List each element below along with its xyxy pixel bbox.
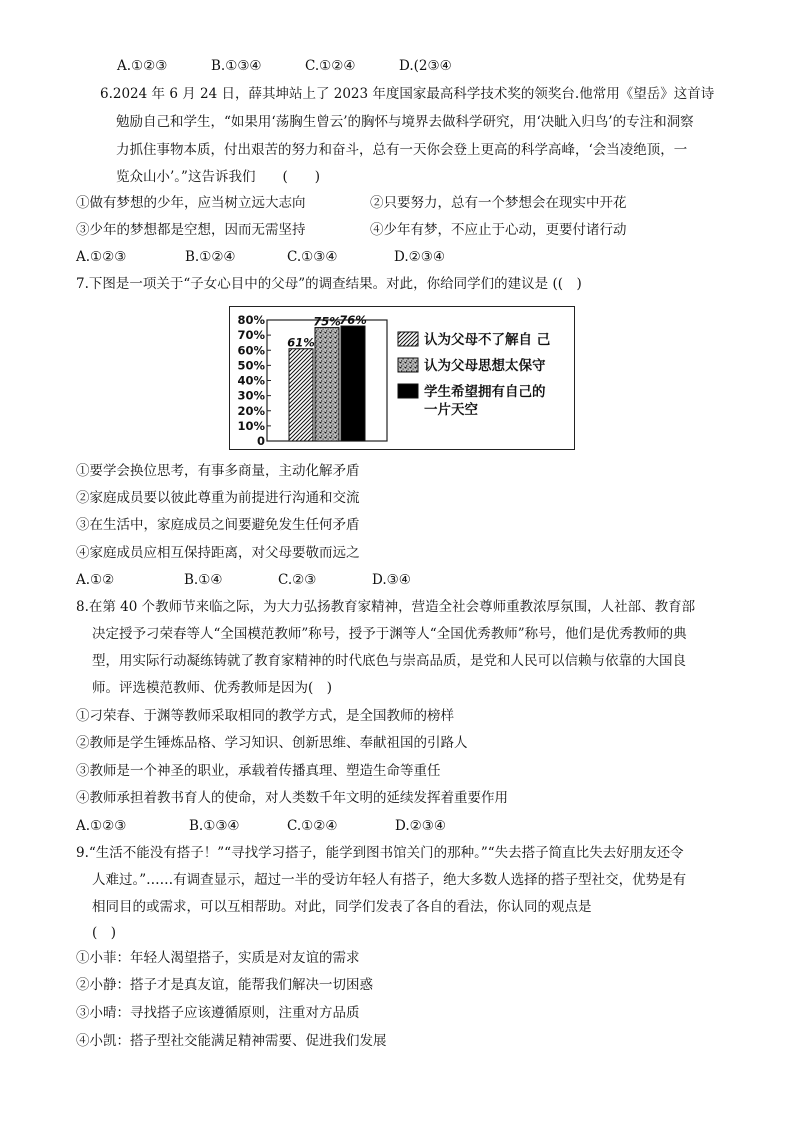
bar-3 — [341, 326, 365, 441]
q8-stem-line-1: 8.在第 40 个教师节来临之际，为大力弘扬教育家精神，营造全社会尊师重教浓厚氛围，人社部、教育部 — [76, 599, 696, 615]
legend-swatch — [398, 358, 418, 372]
y-tick-label: 50% — [237, 358, 265, 373]
y-tick-label: 60% — [237, 343, 265, 358]
q5-option-c: C.①②④ — [305, 58, 356, 74]
q9-item-1: ①小菲：年轻人渴望搭子，实质是对友谊的需求 — [76, 950, 360, 966]
q8-option-c: C.①②④ — [287, 818, 338, 834]
bar-2 — [315, 328, 339, 441]
survey-bar-chart — [229, 306, 575, 450]
bar-value-label: 75% — [313, 314, 341, 329]
q6-item-3: ③少年的梦想都是空想，因而无需坚持 — [76, 222, 306, 238]
q9-item-3: ③小晴：寻找搭子应该遵循原则，注重对方品质 — [76, 1005, 360, 1021]
q9-stem-line-4: ( ) — [92, 925, 117, 941]
q8-stem-line-2: 决定授予刁荣春等人“全国模范教师”称号，授予于渊等人“全国优秀教师”称号，他们是优秀教师的典 — [92, 626, 687, 642]
q6-option-c: C.①③④ — [287, 249, 338, 265]
q5-option-a: A.①②③ — [117, 58, 168, 74]
q8-item-2: ②教师是学生锤炼品格、学习知识、创新思维、奉献祖国的引路人 — [76, 735, 468, 751]
q9-stem-line-2: 人难过。”……有调查显示，超过一半的受访年轻人有搭子，绝大多数人选择的搭子型社交，优势是有 — [92, 872, 687, 888]
legend-label: 学生希望拥有自己的 — [424, 384, 546, 400]
y-tick-label: 80% — [237, 313, 265, 327]
q6-option-a: A.①②③ — [76, 249, 127, 265]
q9-stem-line-3: 相同目的或需求，可以互相帮助。对此，同学们发表了各自的看法，你认同的观点是 — [92, 899, 592, 915]
chart-svg — [230, 307, 574, 449]
q9-item-2: ②小静：搭子才是真友谊，能帮我们解决一切困惑 — [76, 977, 373, 993]
q5-option-b: B.①③④ — [211, 58, 262, 74]
y-tick-label: 0 — [256, 434, 265, 448]
q7-option-a: A.①② — [76, 572, 115, 588]
y-tick-label: 30% — [237, 388, 265, 403]
bar-1 — [289, 349, 313, 441]
q6-item-1: ①做有梦想的少年，应当树立远大志向 — [76, 195, 306, 211]
legend-label: 一片天空 — [424, 402, 478, 418]
q8-item-1: ①刁荣春、于渊等教师采取相同的教学方式，是全国教师的榜样 — [76, 708, 454, 724]
q8-options — [76, 816, 446, 836]
q8-option-d: D.②③④ — [395, 818, 446, 834]
q6-stem-line-2: 勉励自己和学生，“如果用‘荡胸生曾云’的胸怀与境界去做科学研究，用‘决眦入归鸟’的专注和洞察 — [116, 114, 694, 130]
q6-stem-line-3: 力抓住事物本质，付出艰苦的努力和奋斗，总有一天你会登上更高的科学高峰，‘会当凌绝顶，一 — [116, 142, 688, 158]
q7-item-4: ④家庭成员应相互保持距离，对父母要敬而远之 — [76, 545, 360, 561]
bar-value-label: 61% — [287, 335, 315, 350]
q8-option-a: A.①②③ — [76, 818, 127, 834]
q8-stem-line-3: 型，用实际行动凝练铸就了教育家精神的时代底色与崇高品质，是党和人民可以信赖与依靠的大国良 — [92, 653, 686, 669]
legend-label: 认为父母思想太保守 — [424, 358, 546, 374]
q8-item-4: ④教师承担着教书育人的使命，对人类数千年文明的延续发挥着重要作用 — [76, 790, 508, 806]
q9-stem-line-1: 9.“生活不能没有搭子！”“寻找学习搭子，能学到图书馆关门的那种。”“失去搭子简直比失去好朋友还令 — [76, 845, 684, 861]
q8-stem-line-4: 师。评选模范教师、优秀教师是因为( ) — [92, 680, 333, 696]
legend-swatch — [398, 332, 418, 346]
y-tick-label: 70% — [237, 328, 265, 343]
q7-item-3: ③在生活中，家庭成员之间要避免发生任何矛盾 — [76, 517, 360, 533]
q7-item-1: ①要学会换位思考，有事多商量，主动化解矛盾 — [76, 463, 360, 479]
q7-stem: 7.下图是一项关于“子女心目中的父母”的调查结果。对此，你给同学们的建议是 (( ) — [76, 276, 582, 292]
q6-item-4: ④少年有梦，不应止于心动，更要付诸行动 — [370, 222, 627, 238]
y-tick-label: 20% — [237, 403, 265, 418]
y-tick-label: 10% — [237, 418, 265, 433]
q6-option-b: B.①②④ — [185, 249, 236, 265]
q7-option-c: C.②③ — [278, 572, 317, 588]
legend-swatch — [398, 384, 418, 398]
q6-options — [76, 247, 445, 267]
q8-item-3: ③教师是一个神圣的职业，承载着传播真理、塑造生命等重任 — [76, 763, 441, 779]
q6-option-d: D.②③④ — [394, 249, 445, 265]
q7-options — [76, 570, 411, 590]
legend-label: 认为父母不了解自 己 — [424, 332, 551, 348]
q8-option-b: B.①③④ — [189, 818, 240, 834]
q7-item-2: ②家庭成员要以彼此尊重为前提进行沟通和交流 — [76, 490, 360, 506]
q9-item-4: ④小凯：搭子型社交能满足精神需要、促进我们发展 — [76, 1033, 387, 1049]
q5-options — [117, 56, 452, 76]
q5-option-d: D.(2③④ — [399, 58, 452, 74]
y-tick-label: 40% — [237, 373, 265, 388]
q6-stem-line-4: 览众山小’。”这告诉我们 ( ) — [116, 169, 320, 185]
q7-option-b: B.①④ — [184, 572, 223, 588]
q7-option-d: D.③④ — [372, 572, 411, 588]
bar-value-label: 76% — [339, 313, 367, 328]
q6-stem-line-1: 6.2024 年 6 月 24 日，薛其坤站上了 2023 年度国家最高科学技术奖的领奖台.他常用《望岳》这首诗 — [100, 86, 715, 102]
q6-item-2: ②只要努力，总有一个梦想会在现实中开花 — [370, 195, 627, 211]
